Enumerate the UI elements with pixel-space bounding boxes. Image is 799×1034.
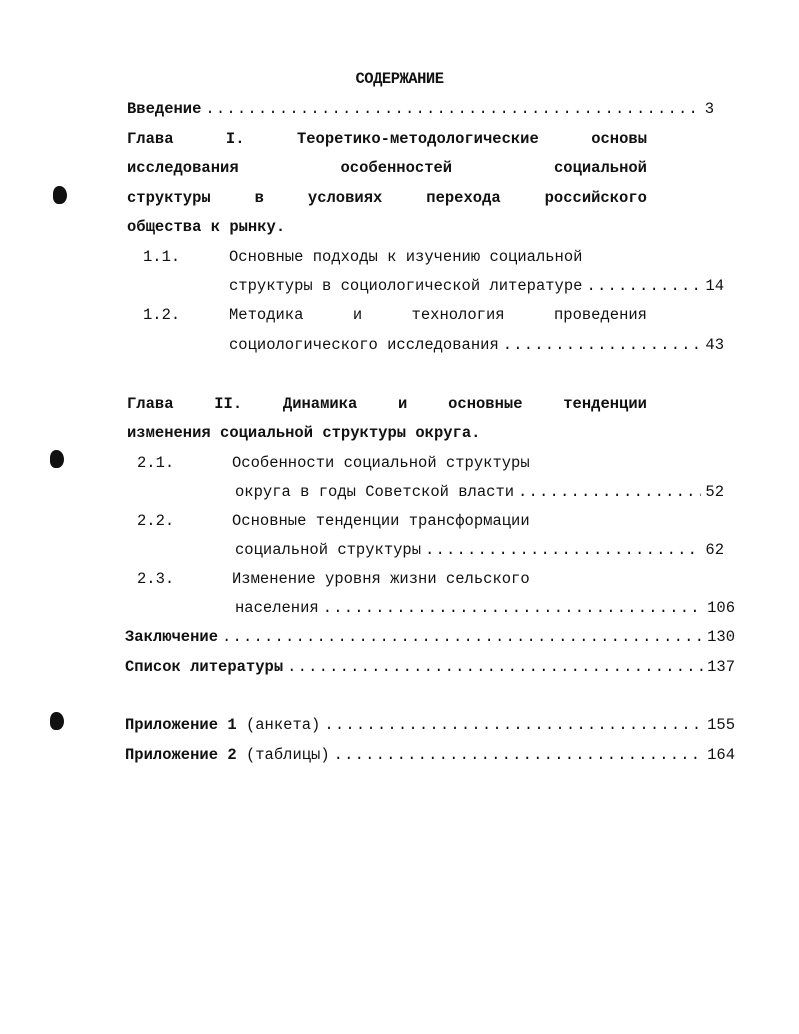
toc-entry-section-1-2[interactable] (229, 334, 724, 356)
section-title-line: Основные тенденции трансформации (232, 512, 530, 530)
section-number: 2.1. (137, 454, 175, 472)
toc-entry-label: Список литературы (125, 658, 284, 676)
toc-entry-appendix-2[interactable] (125, 744, 735, 766)
section-title-line (229, 304, 647, 326)
section-title-line: структуры в социологической литературе (229, 277, 583, 295)
dot-leader (287, 656, 703, 678)
chapter-1-word: основы (591, 130, 647, 148)
chapter-1-word: Глава (127, 130, 174, 148)
chapter-2-word: тенденции (563, 395, 647, 413)
dot-leader (503, 334, 702, 356)
toc-entry-label: Введение (127, 100, 202, 118)
toc-entry-section-1-1[interactable] (229, 275, 724, 297)
chapter-1-word: социальной (553, 159, 647, 177)
chapter-1-line-3 (127, 187, 647, 209)
dot-leader (425, 539, 701, 561)
chapter-1-word: особенностей (340, 159, 453, 177)
chapter-1-word: исследования (127, 159, 239, 177)
dot-leader (586, 275, 701, 297)
chapter-2-word: и (398, 395, 408, 413)
section-title-line: округа в годы Советской власти (235, 483, 515, 501)
chapter-1-word: российского (544, 189, 647, 207)
section-number: 1.2. (143, 306, 181, 324)
section-number: 2.3. (137, 570, 175, 588)
section-word: проведения (553, 306, 647, 324)
toc-page-number: 130 (707, 628, 735, 646)
toc-entry-appendix-1[interactable] (125, 714, 735, 736)
section-title-line: социологического исследования (229, 336, 499, 354)
appendix-note: (анкета) (245, 716, 321, 734)
toc-entry-section-2-1[interactable] (235, 481, 724, 503)
section-word: технология (411, 306, 505, 324)
dot-leader (205, 98, 700, 120)
toc-entry-label (125, 714, 320, 736)
toc-entry-label: Заключение (125, 628, 219, 646)
toc-entry-bibliography[interactable] (125, 656, 735, 678)
section-word: и (352, 306, 363, 324)
chapter-1-word: I. (225, 130, 245, 148)
chapter-2-word: Глава (127, 395, 174, 413)
toc-entry-section-2-3[interactable] (235, 597, 735, 619)
dot-leader (324, 714, 703, 736)
chapter-1-line-1 (127, 128, 647, 150)
chapter-1-word: Теоретико-методологические (296, 130, 539, 148)
section-word: Методика (229, 306, 304, 324)
section-title-line: Изменение уровня жизни сельского (232, 570, 530, 588)
dot-leader (222, 626, 703, 648)
chapter-2-line-2: изменения социальной структуры округа. (127, 424, 481, 442)
section-number: 2.2. (137, 512, 175, 530)
toc-page-number: 14 (705, 277, 724, 295)
punch-hole-mark (50, 712, 64, 730)
section-number: 1.1. (143, 248, 181, 266)
appendix-label: Приложение 2 (125, 746, 237, 764)
chapter-1-line-4: общества к рынку. (127, 218, 286, 236)
chapter-1-word: в (254, 189, 264, 207)
toc-page-number: 164 (707, 746, 735, 764)
chapter-1-word: условиях (307, 189, 383, 207)
chapter-2-line-1 (127, 393, 647, 415)
toc-entry-label (125, 744, 330, 766)
chapter-1-word: перехода (426, 189, 501, 207)
toc-page-number: 155 (707, 716, 735, 734)
section-title-line: населения (235, 599, 319, 617)
section-title-line: Особенности социальной структуры (232, 454, 530, 472)
toc-page-number: 43 (705, 336, 724, 354)
punch-hole-mark (53, 186, 67, 204)
chapter-1-word: структуры (127, 189, 211, 207)
toc-entry-section-2-2[interactable] (235, 539, 724, 561)
page-title: СОДЕРЖАНИЕ (355, 70, 444, 88)
appendix-label: Приложение 1 (125, 716, 237, 734)
punch-hole-mark (50, 450, 64, 468)
chapter-2-word: II. (214, 395, 243, 413)
section-title-line: социальной структуры (235, 541, 422, 559)
appendix-note: (таблицы) (245, 746, 330, 764)
chapter-2-word: основные (448, 395, 523, 413)
toc-page-number: 3 (704, 100, 714, 118)
toc-entry-intro[interactable] (127, 98, 714, 120)
dot-leader (518, 481, 701, 503)
chapter-1-line-2 (127, 157, 647, 179)
toc-page-number: 106 (707, 599, 735, 617)
toc-entry-conclusion[interactable] (125, 626, 735, 648)
toc-page-number: 137 (707, 658, 735, 676)
toc-page-number: 62 (705, 541, 724, 559)
section-title-line: Основные подходы к изучению социальной (229, 248, 583, 266)
toc-page-number: 52 (705, 483, 724, 501)
chapter-2-word: Динамика (282, 395, 358, 413)
dot-leader (334, 744, 703, 766)
dot-leader (323, 597, 703, 619)
